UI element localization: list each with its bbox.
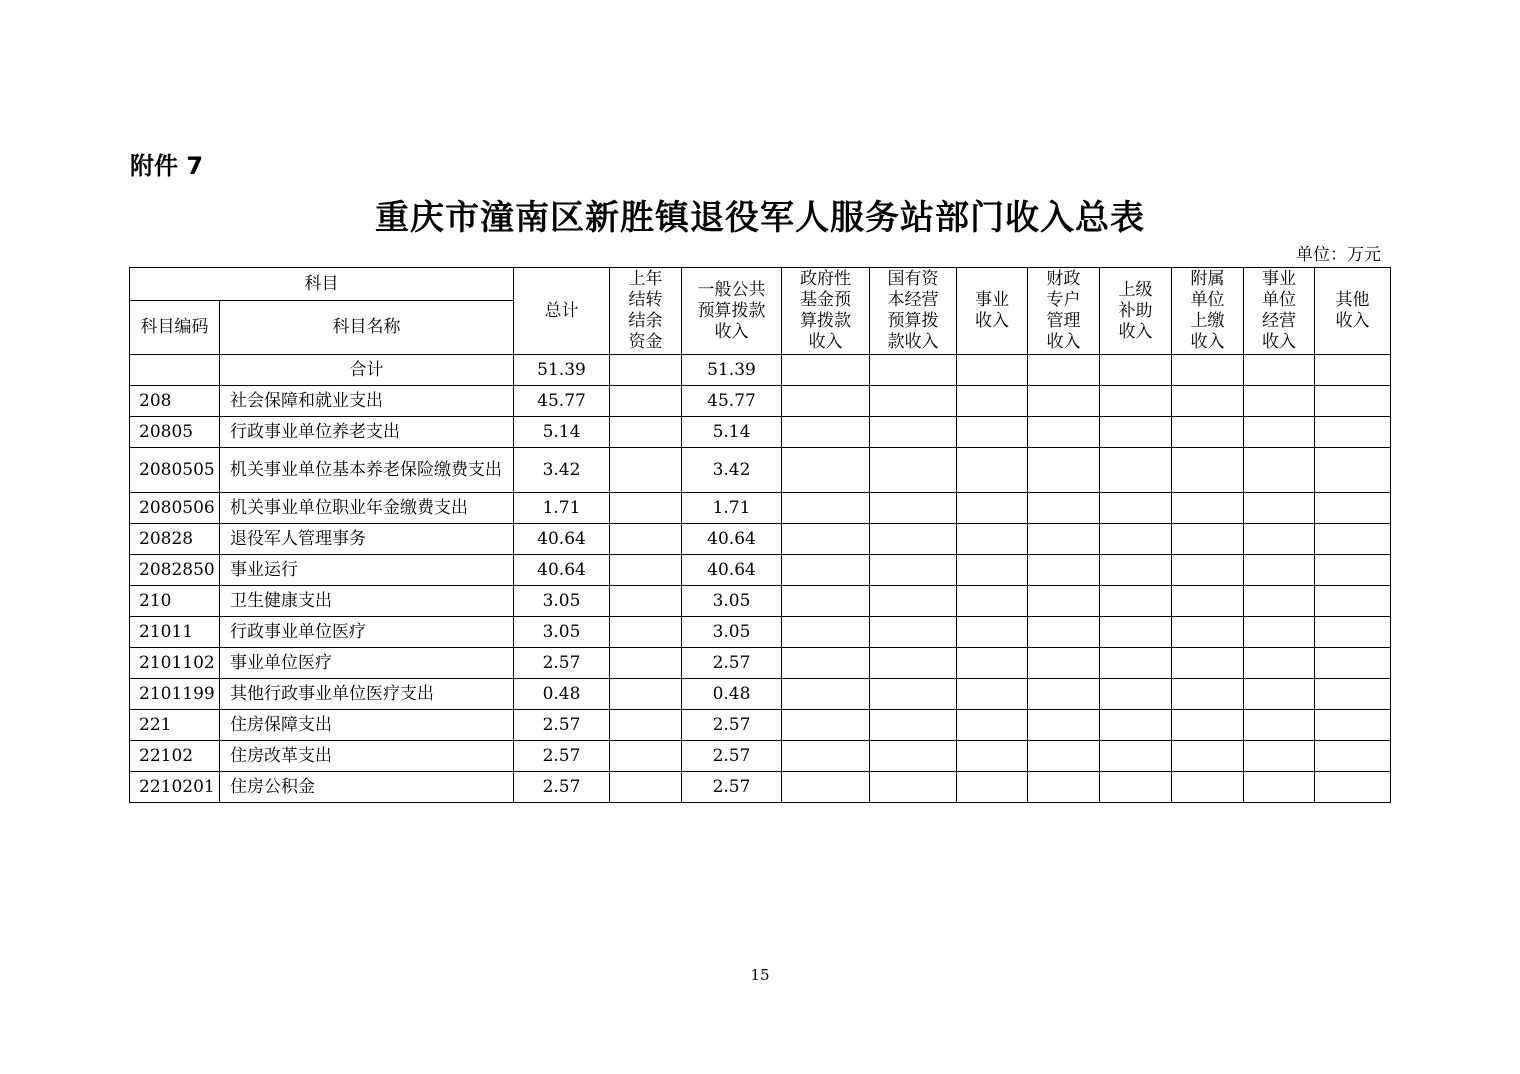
header-total: 总计 (514, 268, 610, 355)
row-empty-cell (1172, 710, 1244, 741)
row-prior-year (610, 386, 682, 417)
row-empty-cell (957, 417, 1028, 448)
row-empty-cell (1244, 555, 1315, 586)
row-empty-cell (957, 386, 1028, 417)
row-empty-cell (1244, 617, 1315, 648)
row-name: 卫生健康支出 (220, 586, 514, 617)
row-prior-year (610, 617, 682, 648)
row-total: 3.05 (514, 617, 610, 648)
row-empty-cell (1244, 417, 1315, 448)
row-prior-year (610, 555, 682, 586)
row-empty-cell (870, 772, 957, 803)
row-empty-cell (1244, 710, 1315, 741)
row-empty-cell (870, 493, 957, 524)
row-name: 行政事业单位养老支出 (220, 417, 514, 448)
table-row (130, 648, 1391, 679)
row-empty-cell (1172, 524, 1244, 555)
row-general-budget: 3.05 (682, 586, 782, 617)
row-empty-cell (957, 448, 1028, 493)
header-subject-name: 科目名称 (220, 301, 514, 355)
row-total: 1.71 (514, 493, 610, 524)
row-prior-year (610, 493, 682, 524)
row-empty-cell (1028, 617, 1100, 648)
row-empty-cell (1172, 417, 1244, 448)
row-code (130, 355, 220, 386)
row-empty-cell (870, 741, 957, 772)
row-empty-cell (1100, 741, 1172, 772)
row-empty-cell (782, 586, 870, 617)
row-name: 社会保障和就业支出 (220, 386, 514, 417)
row-empty-cell (1315, 555, 1391, 586)
row-prior-year (610, 679, 682, 710)
row-empty-cell (1315, 493, 1391, 524)
row-empty-cell (870, 648, 957, 679)
row-empty-cell (1028, 524, 1100, 555)
table-row (130, 710, 1391, 741)
row-empty-cell (1315, 417, 1391, 448)
row-empty-cell (957, 355, 1028, 386)
row-total: 40.64 (514, 555, 610, 586)
row-empty-cell (870, 617, 957, 648)
row-empty-cell (1100, 355, 1172, 386)
row-empty-cell (1028, 710, 1100, 741)
page-title: 重庆市潼南区新胜镇退役军人服务站部门收入总表 (375, 198, 1145, 238)
row-empty-cell (1315, 741, 1391, 772)
row-empty-cell (957, 493, 1028, 524)
row-prior-year (610, 772, 682, 803)
row-empty-cell (1028, 386, 1100, 417)
row-prior-year (610, 586, 682, 617)
row-empty-cell (957, 586, 1028, 617)
row-empty-cell (1172, 679, 1244, 710)
row-prior-year (610, 417, 682, 448)
row-empty-cell (870, 417, 957, 448)
page-number: 15 (750, 966, 770, 984)
row-code: 22102 (130, 741, 220, 772)
row-total: 2.57 (514, 710, 610, 741)
row-general-budget: 0.48 (682, 679, 782, 710)
header-other-income: 其他 收入 (1315, 268, 1391, 355)
row-name: 合计 (220, 355, 514, 386)
row-general-budget: 2.57 (682, 741, 782, 772)
row-empty-cell (1315, 679, 1391, 710)
row-empty-cell (1244, 772, 1315, 803)
row-empty-cell (1315, 772, 1391, 803)
row-empty-cell (870, 386, 957, 417)
row-empty-cell (1244, 448, 1315, 493)
row-empty-cell (1100, 386, 1172, 417)
row-general-budget: 2.57 (682, 648, 782, 679)
attachment-label: 附件 7 (130, 152, 204, 180)
row-name: 行政事业单位医疗 (220, 617, 514, 648)
table-row (130, 448, 1391, 493)
row-empty-cell (1172, 617, 1244, 648)
row-name: 机关事业单位职业年金缴费支出 (220, 493, 514, 524)
row-empty-cell (1100, 617, 1172, 648)
row-empty-cell (870, 586, 957, 617)
row-empty-cell (782, 710, 870, 741)
row-empty-cell (957, 555, 1028, 586)
row-name: 住房改革支出 (220, 741, 514, 772)
header-business-income: 事业 收入 (957, 268, 1028, 355)
row-total: 45.77 (514, 386, 610, 417)
table-row (130, 355, 1391, 386)
row-empty-cell (782, 493, 870, 524)
row-empty-cell (1315, 710, 1391, 741)
table-row (130, 524, 1391, 555)
header-subject-code: 科目编码 (130, 301, 220, 355)
row-empty-cell (1100, 417, 1172, 448)
row-empty-cell (1028, 679, 1100, 710)
header-affiliated-unit: 附属 单位 上缴 收入 (1172, 268, 1244, 355)
header-general-budget: 一般公共 预算拨款 收入 (682, 268, 782, 355)
row-code: 210 (130, 586, 220, 617)
row-empty-cell (1244, 493, 1315, 524)
row-general-budget: 51.39 (682, 355, 782, 386)
row-empty-cell (1315, 448, 1391, 493)
row-code: 21011 (130, 617, 220, 648)
row-empty-cell (1028, 586, 1100, 617)
row-empty-cell (870, 710, 957, 741)
row-general-budget: 2.57 (682, 772, 782, 803)
row-prior-year (610, 741, 682, 772)
row-empty-cell (1244, 679, 1315, 710)
row-total: 51.39 (514, 355, 610, 386)
row-empty-cell (1100, 772, 1172, 803)
table-row (130, 493, 1391, 524)
row-empty-cell (870, 524, 957, 555)
row-empty-cell (1172, 555, 1244, 586)
row-empty-cell (1028, 493, 1100, 524)
row-general-budget: 40.64 (682, 555, 782, 586)
row-empty-cell (782, 448, 870, 493)
row-empty-cell (1028, 741, 1100, 772)
row-code: 221 (130, 710, 220, 741)
row-total: 40.64 (514, 524, 610, 555)
row-code: 2080506 (130, 493, 220, 524)
row-general-budget: 2.57 (682, 710, 782, 741)
row-empty-cell (782, 617, 870, 648)
row-name: 机关事业单位基本养老保险缴费支出 (220, 448, 514, 493)
row-empty-cell (1172, 586, 1244, 617)
header-state-capital: 国有资 本经营 预算拨 款收入 (870, 268, 957, 355)
row-empty-cell (1172, 772, 1244, 803)
row-empty-cell (870, 355, 957, 386)
row-name: 住房保障支出 (220, 710, 514, 741)
row-empty-cell (870, 448, 957, 493)
row-total: 5.14 (514, 417, 610, 448)
row-name: 事业运行 (220, 555, 514, 586)
row-empty-cell (1315, 617, 1391, 648)
row-empty-cell (1100, 493, 1172, 524)
row-empty-cell (1315, 355, 1391, 386)
row-empty-cell (782, 741, 870, 772)
row-empty-cell (1244, 355, 1315, 386)
row-empty-cell (782, 417, 870, 448)
row-code: 2082850 (130, 555, 220, 586)
row-empty-cell (957, 741, 1028, 772)
row-empty-cell (1100, 524, 1172, 555)
row-empty-cell (1028, 355, 1100, 386)
row-prior-year (610, 524, 682, 555)
row-name: 退役军人管理事务 (220, 524, 514, 555)
table-row (130, 555, 1391, 586)
row-total: 2.57 (514, 772, 610, 803)
unit-label: 单位：万元 (1296, 245, 1381, 265)
row-prior-year (610, 648, 682, 679)
row-empty-cell (782, 555, 870, 586)
row-general-budget: 45.77 (682, 386, 782, 417)
row-empty-cell (1028, 448, 1100, 493)
row-empty-cell (1172, 741, 1244, 772)
row-total: 2.57 (514, 648, 610, 679)
row-empty-cell (1172, 386, 1244, 417)
row-empty-cell (1244, 386, 1315, 417)
row-empty-cell (1172, 493, 1244, 524)
row-prior-year (610, 710, 682, 741)
row-empty-cell (782, 772, 870, 803)
header-gov-fund: 政府性 基金预 算拨款 收入 (782, 268, 870, 355)
row-empty-cell (1100, 586, 1172, 617)
header-business-operation: 事业 单位 经营 收入 (1244, 268, 1315, 355)
row-empty-cell (1172, 648, 1244, 679)
row-empty-cell (957, 710, 1028, 741)
row-empty-cell (1028, 417, 1100, 448)
row-name: 事业单位医疗 (220, 648, 514, 679)
row-empty-cell (1244, 741, 1315, 772)
table-row (130, 679, 1391, 710)
row-empty-cell (1172, 355, 1244, 386)
table-row (130, 772, 1391, 803)
row-empty-cell (1315, 386, 1391, 417)
table-row (130, 417, 1391, 448)
row-empty-cell (1100, 710, 1172, 741)
row-empty-cell (782, 386, 870, 417)
row-general-budget: 3.42 (682, 448, 782, 493)
row-empty-cell (870, 555, 957, 586)
row-empty-cell (957, 524, 1028, 555)
row-total: 0.48 (514, 679, 610, 710)
header-fiscal-account: 财政 专户 管理 收入 (1028, 268, 1100, 355)
header-superior-subsidy: 上级 补助 收入 (1100, 268, 1172, 355)
row-empty-cell (1315, 586, 1391, 617)
row-empty-cell (1172, 448, 1244, 493)
row-empty-cell (782, 355, 870, 386)
row-total: 3.05 (514, 586, 610, 617)
row-empty-cell (957, 679, 1028, 710)
row-empty-cell (1028, 555, 1100, 586)
row-empty-cell (1244, 586, 1315, 617)
row-empty-cell (1244, 524, 1315, 555)
row-empty-cell (1100, 679, 1172, 710)
row-empty-cell (1315, 524, 1391, 555)
row-general-budget: 5.14 (682, 417, 782, 448)
table-row (130, 586, 1391, 617)
row-empty-cell (1100, 648, 1172, 679)
row-empty-cell (870, 679, 957, 710)
row-code: 2080505 (130, 448, 220, 493)
row-prior-year (610, 355, 682, 386)
row-code: 2210201 (130, 772, 220, 803)
row-prior-year (610, 448, 682, 493)
row-empty-cell (957, 617, 1028, 648)
row-empty-cell (1100, 555, 1172, 586)
row-code: 20828 (130, 524, 220, 555)
row-code: 208 (130, 386, 220, 417)
table-row (130, 617, 1391, 648)
income-table (129, 267, 1391, 803)
row-empty-cell (782, 524, 870, 555)
row-empty-cell (1315, 648, 1391, 679)
row-code: 2101199 (130, 679, 220, 710)
row-name: 住房公积金 (220, 772, 514, 803)
row-general-budget: 1.71 (682, 493, 782, 524)
row-empty-cell (1028, 772, 1100, 803)
row-total: 2.57 (514, 741, 610, 772)
row-empty-cell (957, 648, 1028, 679)
row-general-budget: 3.05 (682, 617, 782, 648)
row-empty-cell (782, 679, 870, 710)
row-empty-cell (1244, 648, 1315, 679)
row-empty-cell (782, 648, 870, 679)
row-empty-cell (957, 772, 1028, 803)
header-prior-year: 上年 结转 结余 资金 (610, 268, 682, 355)
row-general-budget: 40.64 (682, 524, 782, 555)
row-total: 3.42 (514, 448, 610, 493)
row-name: 其他行政事业单位医疗支出 (220, 679, 514, 710)
header-subject: 科目 (130, 268, 514, 301)
row-code: 2101102 (130, 648, 220, 679)
row-empty-cell (1100, 448, 1172, 493)
row-code: 20805 (130, 417, 220, 448)
table-row (130, 386, 1391, 417)
row-empty-cell (1028, 648, 1100, 679)
table-row (130, 741, 1391, 772)
